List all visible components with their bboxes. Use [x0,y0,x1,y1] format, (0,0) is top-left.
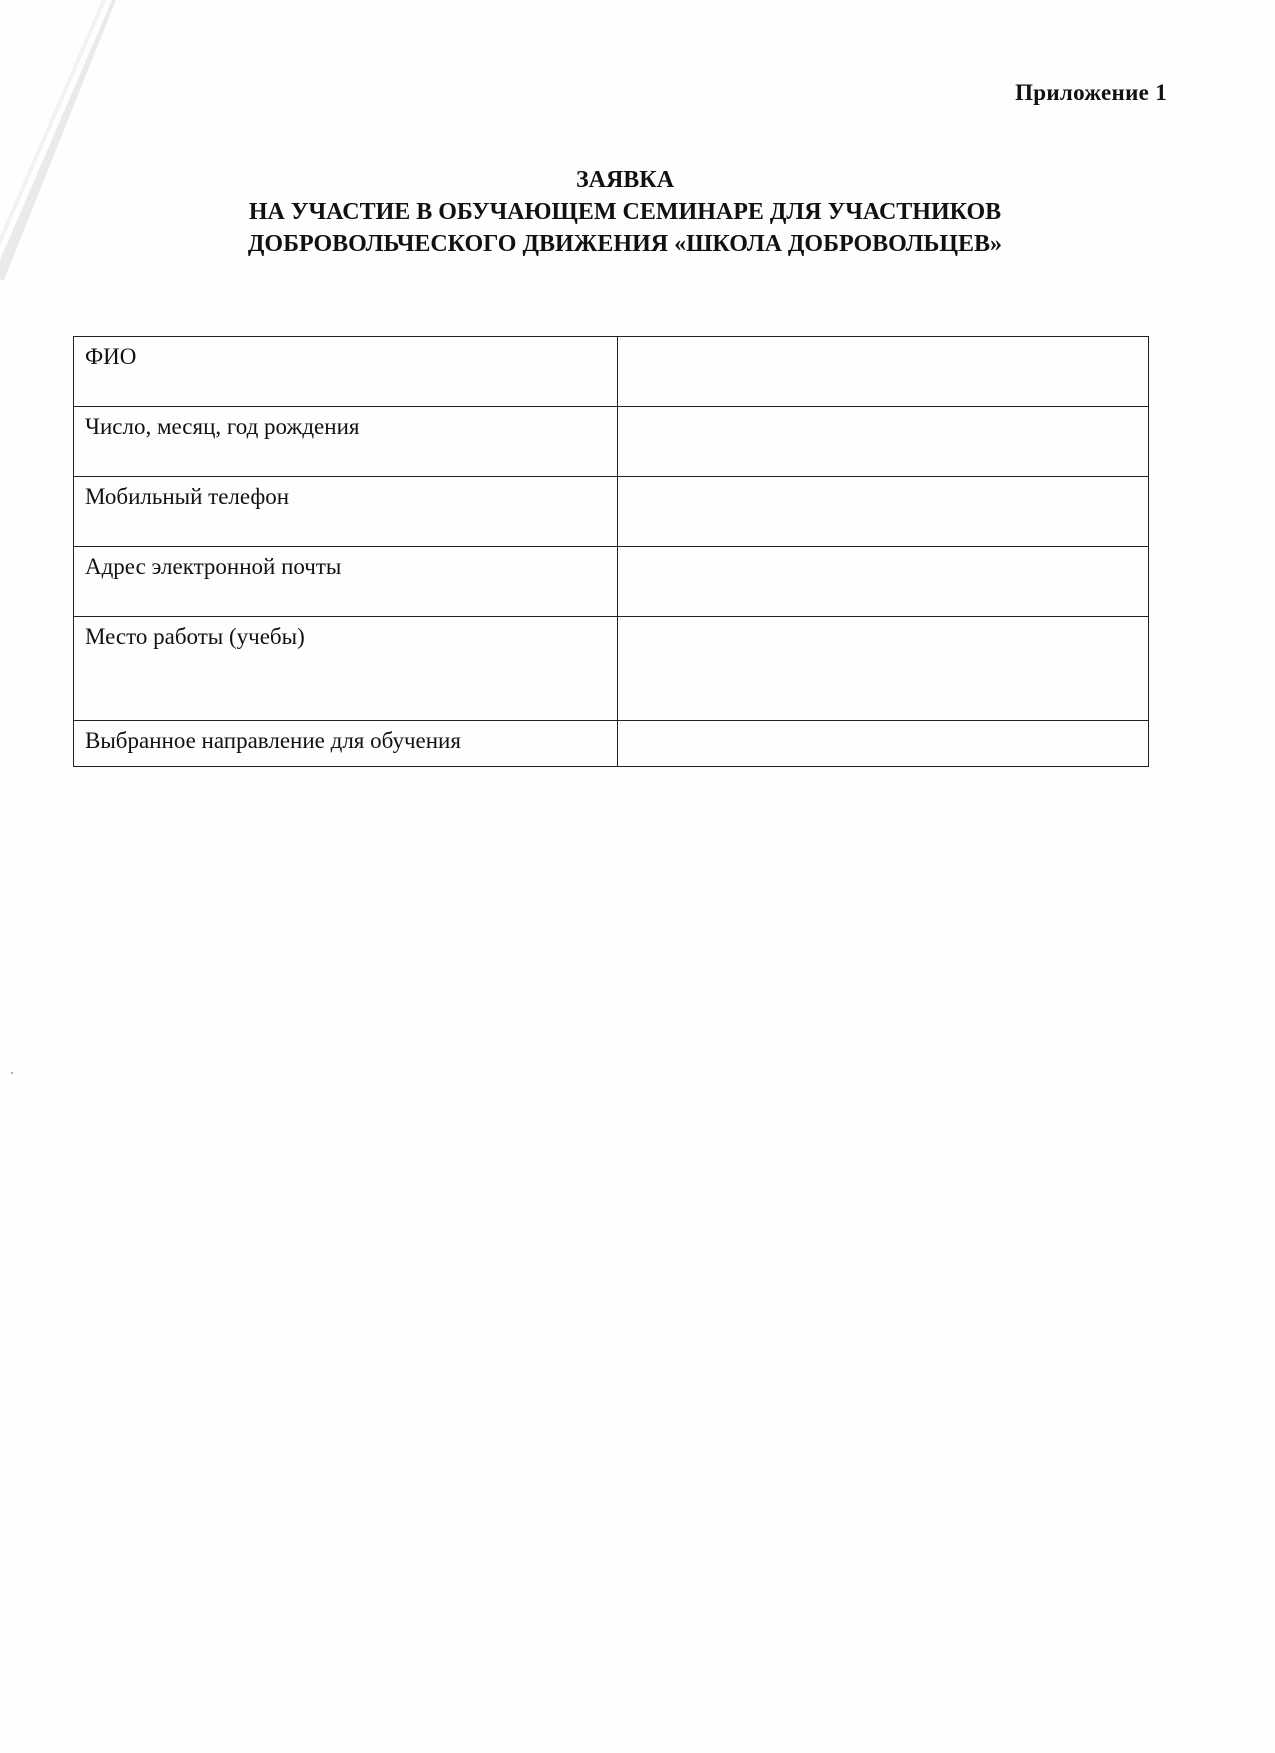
field-value-study-direction[interactable] [617,721,1148,767]
scan-speck [11,1072,13,1074]
field-label-mobile-phone: Мобильный телефон [74,477,618,547]
appendix-label: Приложение 1 [1015,80,1167,105]
field-value-workplace[interactable] [617,617,1148,721]
field-label-birth-date: Число, месяц, год рождения [74,407,618,477]
table-row [74,617,1149,721]
table-row [74,547,1149,617]
table-row [74,477,1149,547]
field-label-workplace: Место работы (учебы) [74,617,618,721]
field-label-study-direction: Выбранное направление для обучения [74,721,618,767]
title-line-3: ДОБРОВОЛЬЧЕСКОГО ДВИЖЕНИЯ «ШКОЛА ДОБРОВОЛЬЦЕВ» [247,231,1003,257]
field-value-mobile-phone[interactable] [617,477,1148,547]
field-label-full-name: ФИО [74,337,618,407]
field-value-full-name[interactable] [617,337,1148,407]
table-row [74,337,1149,407]
document-title [0,164,1250,260]
field-value-birth-date[interactable] [617,407,1148,477]
table-row [74,721,1149,767]
table-row [74,407,1149,477]
title-line-2: НА УЧАСТИЕ В ОБУЧАЮЩЕМ СЕМИНАРЕ ДЛЯ УЧАСТНИКОВ [248,199,1002,225]
field-value-email[interactable] [617,547,1148,617]
application-form-table [73,336,1149,767]
title-line-1: ЗАЯВКА [575,167,675,193]
field-label-email: Адрес электронной почты [74,547,618,617]
